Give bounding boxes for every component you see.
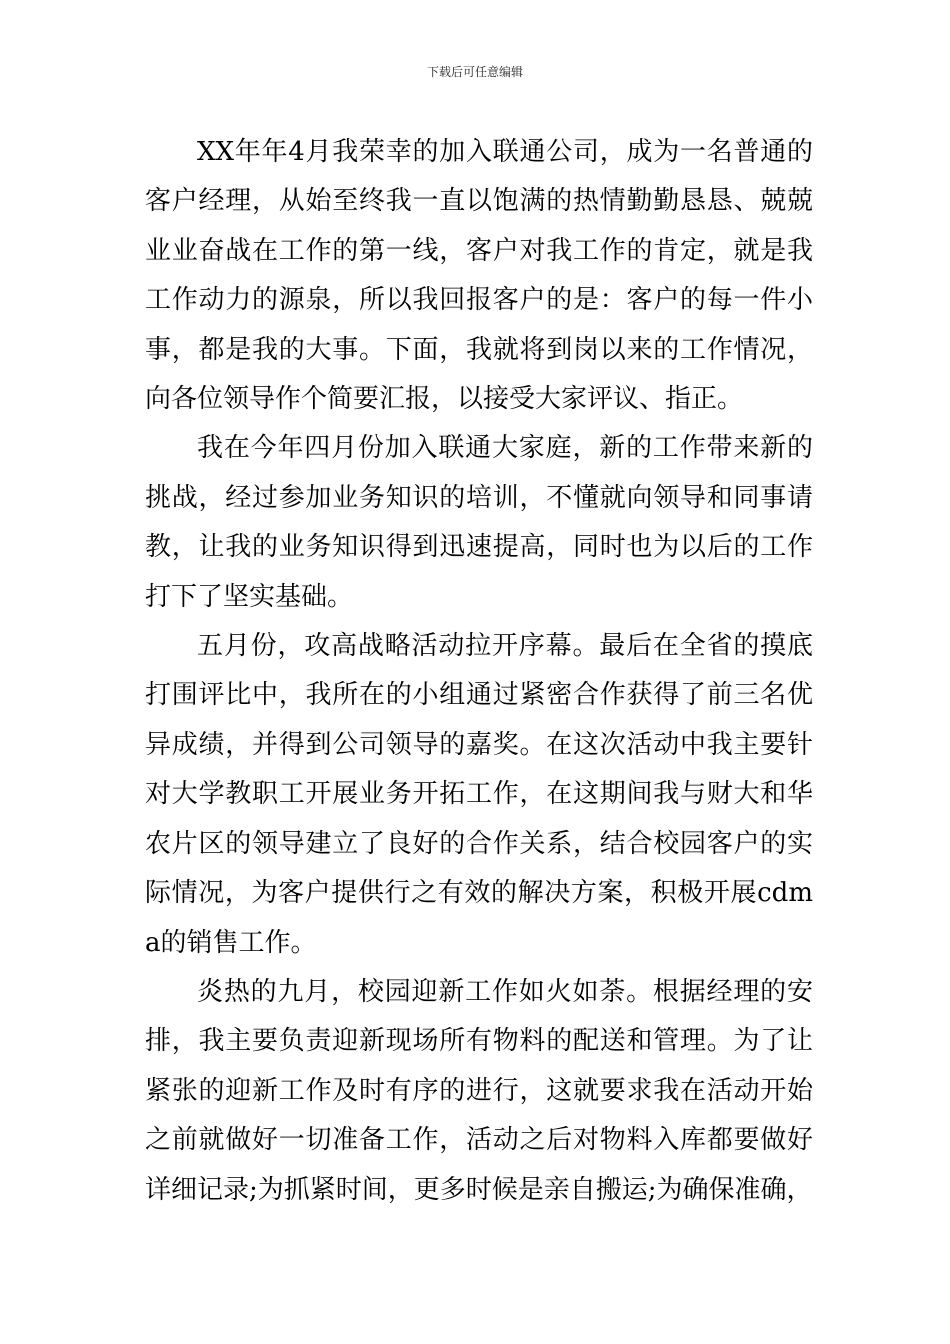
paragraph-2: 我在今年四月份加入联通大家庭，新的工作带来新的挑战，经过参加业务知识的培训，不懂就向领导和同事请教，让我的业务知识得到迅速提高，同时也为以后的工作打下了坚实基础。 xyxy=(145,433,813,612)
page-header-note: 下载后可任意编辑 xyxy=(426,65,523,79)
document-body xyxy=(145,128,813,1215)
paragraph-1: XX年年4月我荣幸的加入联通公司，成为一名普通的客户经理，从始至终我一直以饱满的热情勤勤恳恳、兢兢业业奋战在工作的第一线，客户对我工作的肯定，就是我工作动力的源泉，所以我回报客户的是：客户的每一件小事，都是我的大事。下面，我就将到岗以来的工作情况，向各位领导作个简要汇报，以接受大家评议、指正。 xyxy=(145,137,813,415)
paragraph-3: 五月份，攻高战略活动拉开序幕。最后在全省的摸底打围评比中，我所在的小组通过紧密合作获得了前三名优异成绩，并得到公司领导的嘉奖。在这次活动中我主要针对大学教职工开展业务开拓工作，在这期间我与财大和华农片区的领导建立了良好的合作关系，结合校园客户的实际情况，为客户提供行之有效的解决方案，积极开展cdma的销售工作。 xyxy=(145,631,813,958)
paragraph-4: 炎热的九月，校园迎新工作如火如荼。根据经理的安排，我主要负责迎新现场所有物料的配送和管理。为了让紧张的迎新工作及时有序的进行，这就要求我在活动开始之前就做好一切准备工作，活动之后对物料入库都要做好详细记录;为抓紧时间，更多时候是亲自搬运;为确保准确， xyxy=(145,976,813,1205)
